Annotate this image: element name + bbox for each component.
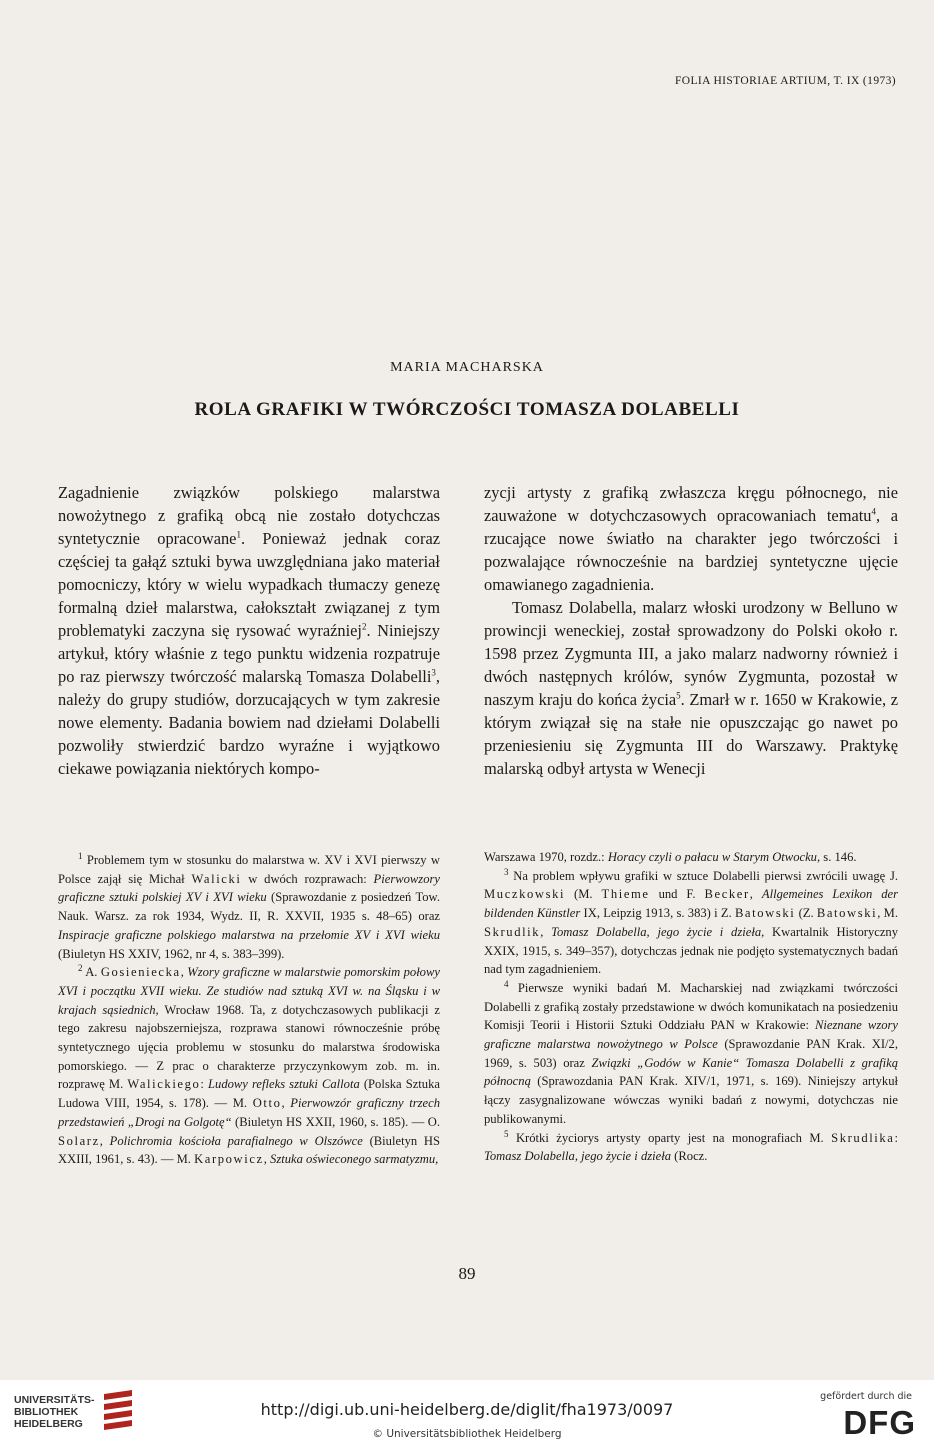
footnote: $^5$ Krótki życiorys artysty oparty jest na monografiach M. Skrudlika: Tomasz Dolabella, jego życie i dzieła (Rocz. [484, 1128, 898, 1164]
article-author: MARIA MACHARSKA [390, 360, 544, 375]
footnote-ref: 2 [361, 621, 367, 632]
footnote: $^1$ Problemem tym w stosunku do malarstwa w. XV i XVI pierwszy w Polsce zajął się Michał Walicki w dwóch rozprawach: Pierwowzory graficzne sztuki polskiej XV i XVI wieku (Sprawozdanie z posiedzeń Tow. Nauk. Warsz. za rok 1934, Wydz. II, R. XXVII, 1935 s. 48–65) oraz Inspiracje graficzne polskiego malarstwa na przełomie XV i XVI wieku (Biuletyn HS XXIV, 1962, nr 4, s. 383–399). [58, 850, 440, 961]
footnote: $^2$ A. Gosieniecka, Wzory graficzne w malarstwie pomorskim połowy XVI i początku XVII wieku. Ze studiów nad sztuką XVI w. na Śląsku i w krajach sąsiednich, Wrocław 1968. Ta, z dotychczasowych publikacji z tego zakresu najobszerniejsza, rozprawa stanowi równocześnie próbę syntetycznego ujęcia problemu w stosunku do malarstwa środowiska pomorskiego. — Z prac o charakterze przyczynkowym zob. m. in. rozprawę M. Walickiego: Ludowy refleks sztuki Callota (Polska Sztuka Ludowa VIII, 1954, s. 178). — M. Otto, Pierwowzór graficzny trzech przedstawień „Drogi na Golgotę“ (Biuletyn HS XXII, 1960, s. 185). — O. Solarz, Polichromia kościoła parafialnego w Olszówce (Biuletyn HS XXIII, 1961, s. 43). — M. Karpowicz, Sztuka oświeconego sarmatyzmu, [58, 963, 441, 1167]
footnote-ref: 4 [871, 506, 876, 517]
permalink-url[interactable]: http://digi.ub.uni-heidelberg.de/diglit/fha1973/0097 [260, 1400, 674, 1419]
body-column-left [58, 481, 440, 780]
funding-note: gefördert durch die [820, 1391, 912, 1402]
running-header: FOLIA HISTORIAE ARTIUM, T. IX (1973) [674, 75, 896, 87]
viewer-footer [0, 1380, 934, 1453]
footnotes-right [484, 848, 898, 1166]
page-number: 89 [458, 1264, 476, 1283]
copyright-notice: © Universitätsbibliothek Heidelberg [372, 1428, 562, 1440]
body-paragraph: Zagadnienie związków polskiego malarstwa nowożytnego z grafiką obcą nie zostało dotychczas syntetycznie opracowane$^1$. Ponieważ jednak coraz częściej ta gałąź sztuki bywa uwzględniana jako materiał pomocniczy, który w wielu wypadkach tłumaczy genezę formalną dzieł malarstwa, całokształt związanej z tym problematyki zaczyna się rysować wyraźniej$^2$. Niniejszy artykuł, który właśnie z tego punktu widzenia rozpatruje po raz pierwszy twórczość malarską Tomasza Dolabelli$^3$, należy do grupy studiów, dorzucających w tym zakresie nowe elementy. Badania bowiem nad dziełami Dolabelli pozwoliły stwierdzić bardzo wyraźne i wyjątkowo ciekawe powiązania niektórych kompo- [58, 483, 440, 778]
body-paragraph: Tomasz Dolabella, malarz włoski urodzony w Belluno w prowincji weneckiej, został sprowadzony do Polski około r. 1598 przez Zygmunta III, a jako malarz nadworny również i dwóch następnych królów, synów Zygmunta, pozostał w naszym kraju do końca życia$^5$. Zmarł w r. 1650 w Krakowie, z którym związał się na stałe nie opuszczając go nawet po przeniesieniu się Zygmunta III do Warszawy. Praktykę malarską odbył artysta w Wenecji [484, 598, 898, 778]
footnote: $^3$ Na problem wpływu grafiki w sztuce Dolabelli pierwsi zwrócili uwagę J. Muczkowski (M. Thieme und F. Becker, Allgemeines Lexikon der bildenden Künstler IX, Leipzig 1913, s. 383) i Z. Batowski (Z. Batowski, M. Skrudlik, Tomasz Dolabella, jego życie i dzieła, Kwartalnik Historyczny XXIX, 1915, s. 349–357), dotychczas jednak nie podjęto systematycznych badań nad tym zagadnieniem. [484, 866, 899, 977]
footnote-continuation: Warszawa 1970, rozdz.: Horacy czyli o pałacu w Starym Otwocku, s. 146. [484, 850, 857, 864]
footnote-ref: 3 [431, 667, 436, 678]
footnote: $^4$ Pierwsze wyniki badań M. Macharskiej nad związkami twórczości Dolabelli z grafiką zostały przedstawione w dwóch komunikatach na posiedzeniu Komisji Teorii i Historii Sztuki Oddziału PAN w Krakowie: Nieznane wzory graficzne malarstwa nowożytnego w Polsce (Sprawozdanie PAN Krak. XI/2, 1969, s. 503) oraz Związki „Godów w Kanie“ Tomasza Dolabelli z grafiką północną (Sprawozdania PAN Krak. XIV/1, 1971, s. 169). Niniejszy artykuł łączy zasygnalizowane wówczas wyniki badań z nowymi, dotychczas nie publikowanymi. [484, 978, 899, 1126]
dfg-logo: DFG [843, 1404, 916, 1441]
footnotes-left [58, 851, 440, 1169]
body-paragraph: zycji artysty z grafiką zwłaszcza kręgu północnego, nie zauważone w dotychczasowych opracowaniach tematu$^4$, a rzucające nowe światło na charakter jego twórczości i pozwalające równocześnie na bardziej syntetyczne ujęcie omawianego zagadnienia. [484, 483, 898, 594]
footnote-ref: 5 [676, 690, 681, 701]
footnote-ref: 1 [236, 529, 241, 540]
library-name: UNIVERSITÄTS- BIBLIOTHEK HEIDELBERG [14, 1394, 95, 1430]
body-column-right [484, 481, 898, 780]
article-title: ROLA GRAFIKI W TWÓRCZOŚCI TOMASZA DOLABELLI [194, 399, 740, 420]
